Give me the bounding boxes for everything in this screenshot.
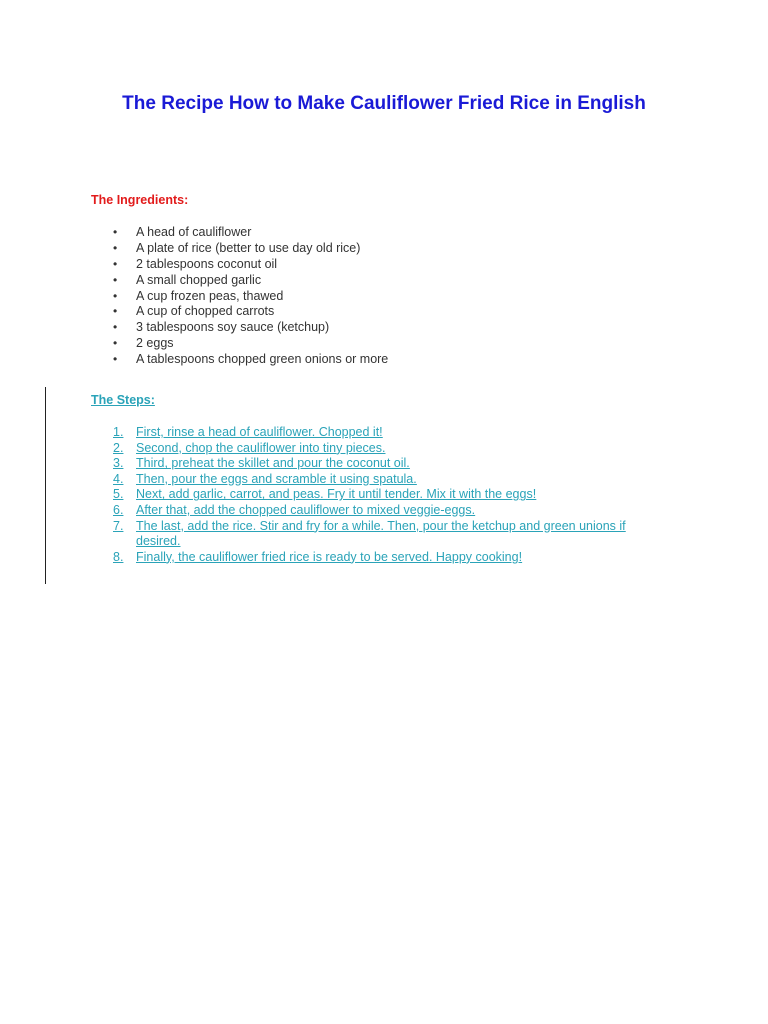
step-number: 5. <box>113 487 124 502</box>
step-number: 2. <box>113 440 124 455</box>
list-item[interactable] <box>113 519 673 550</box>
list-item <box>91 273 691 289</box>
step-text[interactable]: Second, chop the cauliflower into tiny pieces. <box>136 440 386 455</box>
list-item[interactable] <box>113 441 673 457</box>
ingredient-text: A small chopped garlic <box>136 272 262 287</box>
bullet-icon: • <box>113 304 118 319</box>
list-item <box>91 225 691 241</box>
bullet-icon: • <box>113 225 118 239</box>
list-item <box>91 304 691 320</box>
bullet-icon: • <box>113 336 118 351</box>
ingredient-text: A cup frozen peas, thawed <box>136 288 284 303</box>
step-text[interactable]: After that, add the chopped cauliflower to mixed veggie-eggs. <box>136 502 476 517</box>
bullet-icon: • <box>113 352 118 367</box>
list-item[interactable] <box>113 503 673 519</box>
bullet-icon: • <box>113 256 118 271</box>
bullet-icon: • <box>113 288 118 303</box>
step-text[interactable]: The last, add the rice. Stir and fry for a while. Then, pour the ketchup and green unions if desired. <box>136 518 626 549</box>
ingredients-list <box>91 225 691 368</box>
ingredient-text: 3 tablespoons soy sauce (ketchup) <box>136 320 330 335</box>
step-text[interactable]: Then, pour the eggs and scramble it using spatula. <box>136 471 417 486</box>
step-text[interactable]: Third, preheat the skillet and pour the coconut oil. <box>136 456 410 471</box>
list-item <box>91 241 691 257</box>
step-number: 7. <box>113 518 124 533</box>
list-item <box>91 320 691 336</box>
list-item[interactable] <box>113 472 673 488</box>
steps-list <box>113 425 673 565</box>
change-bar <box>45 387 46 584</box>
list-item <box>91 336 691 352</box>
steps-heading: The Steps: <box>91 393 155 407</box>
list-item[interactable] <box>113 550 673 566</box>
bullet-icon: • <box>113 272 118 287</box>
step-number: 8. <box>113 549 124 564</box>
step-text[interactable]: Finally, the cauliflower fried rice is ready to be served. Happy cooking! <box>136 549 523 564</box>
list-item[interactable] <box>113 425 673 441</box>
ingredient-text: A plate of rice (better to use day old rice) <box>136 240 361 255</box>
step-number: 3. <box>113 456 124 471</box>
list-item <box>91 289 691 305</box>
page-title: The Recipe How to Make Cauliflower Fried Rice in English <box>122 93 646 114</box>
step-number: 6. <box>113 502 124 517</box>
step-text[interactable]: First, rinse a head of cauliflower. Chopped it! <box>136 425 383 439</box>
ingredient-text: 2 eggs <box>136 336 174 351</box>
ingredients-heading: The Ingredients: <box>91 193 189 207</box>
ingredient-text: A cup of chopped carrots <box>136 304 275 319</box>
ingredient-text: 2 tablespoons coconut oil <box>136 256 278 271</box>
bullet-icon: • <box>113 240 118 255</box>
ingredient-text: A head of cauliflower <box>136 225 252 239</box>
step-number: 4. <box>113 471 124 486</box>
list-item <box>91 257 691 273</box>
ingredient-text: A tablespoons chopped green onions or more <box>136 352 389 367</box>
step-number: 1. <box>113 425 124 439</box>
list-item[interactable] <box>113 456 673 472</box>
list-item <box>91 352 691 368</box>
list-item[interactable] <box>113 487 673 503</box>
bullet-icon: • <box>113 320 118 335</box>
step-text[interactable]: Next, add garlic, carrot, and peas. Fry it until tender. Mix it with the eggs! <box>136 487 537 502</box>
